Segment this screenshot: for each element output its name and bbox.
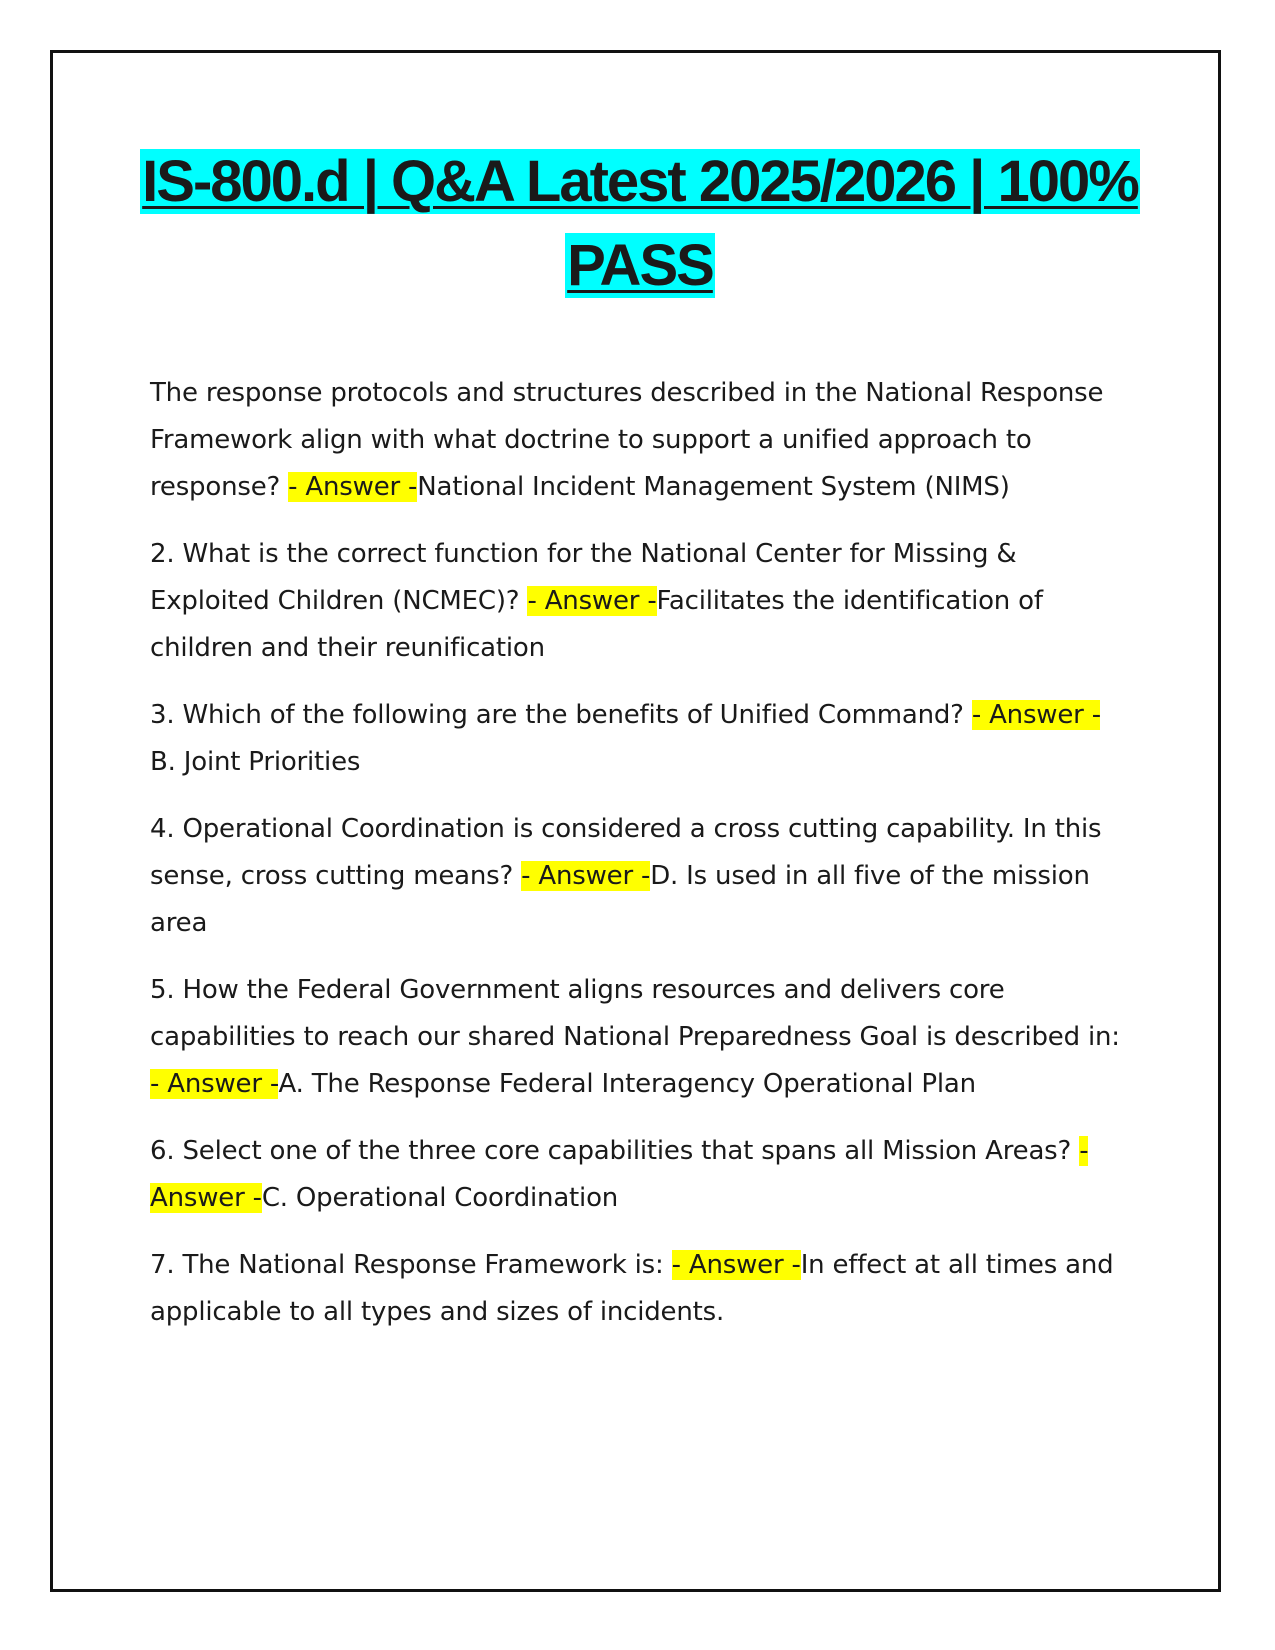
question-text: 4. Operational Coordination is considered a cross cutting capability. In this sense, cross cutting means? (150, 814, 1102, 891)
answer-tag: - Answer - (671, 1250, 801, 1280)
qa-item-7 (150, 1242, 1125, 1336)
question-text: 5. How the Federal Government aligns resources and delivers core capabilities to reach our shared National Preparedness Goal is described in: (150, 975, 1120, 1052)
answer-text: In effect at all times and applicable to all types and sizes of incidents. (150, 1250, 1114, 1327)
answer-text: Facilitates the identification of children and their reunification (150, 586, 1043, 663)
answer-text: C. Operational Coordination (261, 1183, 619, 1213)
answer-text: D. Is used in all five of the mission area (150, 861, 1090, 938)
document-title-text: IS-800.d | Q&A Latest 2025/2026 | 100% PASS (142, 149, 1138, 298)
answer-tag: - Answer - (288, 472, 418, 502)
answer-text: A. The Response Federal Interagency Operational Plan (278, 1069, 976, 1099)
answer-text: B. Joint Priorities (150, 747, 361, 777)
question-text: 3. Which of the following are the benefits of Unified Command? (150, 700, 972, 730)
answer-tag: - Answer - (971, 700, 1100, 730)
qa-list (150, 370, 1125, 1356)
qa-item-2 (150, 531, 1125, 672)
question-text: The response protocols and structures described in the National Response Framework align with what doctrine to support a unified approach to response? (150, 378, 1104, 502)
answer-tag: - Answer - (150, 1136, 1089, 1213)
answer-tag: - Answer - (150, 1069, 279, 1099)
document-title (120, 140, 1160, 308)
answer-tag: - Answer - (527, 586, 657, 616)
qa-item-1 (150, 370, 1125, 511)
qa-item-3 (150, 692, 1125, 786)
qa-item-4 (150, 806, 1125, 947)
qa-item-5 (150, 967, 1125, 1108)
answer-tag: - Answer - (521, 861, 651, 891)
question-text: 7. The National Response Framework is: (150, 1250, 672, 1280)
question-text: 2. What is the correct function for the National Center for Missing & Exploited Children (NCMEC)? (150, 539, 1017, 616)
answer-text: National Incident Management System (NIMS) (417, 472, 1010, 502)
qa-item-6 (150, 1128, 1125, 1222)
question-text: 6. Select one of the three core capabilities that spans all Mission Areas? (150, 1136, 1080, 1166)
